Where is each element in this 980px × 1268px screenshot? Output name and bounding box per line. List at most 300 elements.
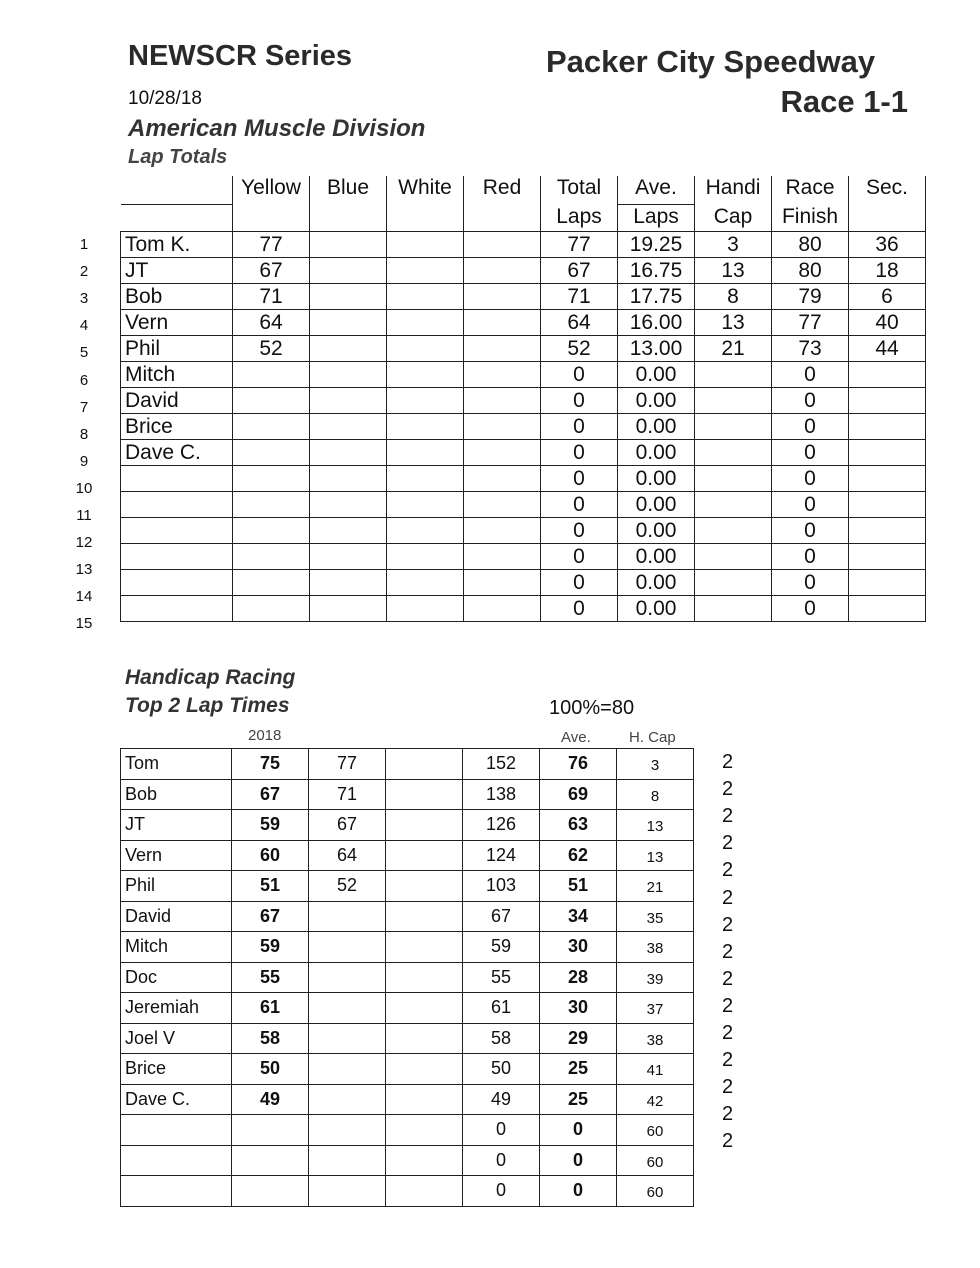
cell-best: 58 <box>232 1023 309 1054</box>
cell-ave: 0 <box>540 1115 617 1146</box>
cell-second: 64 <box>309 840 386 871</box>
cell-handicap <box>695 362 772 388</box>
cell-sec <box>849 544 926 570</box>
cell-yellow <box>233 466 310 492</box>
cell-ave: 0.00 <box>618 544 695 570</box>
row-number: 13 <box>75 561 93 579</box>
cell-total: 0 <box>541 362 618 388</box>
series-title: NEWSCR Series <box>128 40 353 72</box>
cell-total: 77 <box>541 232 618 258</box>
cell-hcap: 13 <box>617 840 694 871</box>
table-row <box>121 284 926 310</box>
header-total-laps-line2: Laps <box>541 205 618 232</box>
cell-second <box>309 1115 386 1146</box>
cell-total: 124 <box>463 840 540 871</box>
cell-ave: 29 <box>540 1023 617 1054</box>
cell-name <box>121 492 233 518</box>
lap-totals-table <box>120 176 926 622</box>
cell-hcap: 8 <box>617 779 694 810</box>
cell-total: 61 <box>463 993 540 1024</box>
cell-sec <box>849 518 926 544</box>
row-number: 2 <box>79 263 89 281</box>
header-race-finish: Race <box>772 176 849 205</box>
cell-red <box>464 258 541 284</box>
cell-yellow <box>233 388 310 414</box>
cell-name: JT <box>121 810 232 841</box>
cell-finish: 0 <box>772 414 849 440</box>
race-label: Race 1-1 <box>780 84 908 119</box>
percent-note: 100%=80 <box>549 697 635 719</box>
row-number: 4 <box>79 317 89 335</box>
header-ave-laps: Ave. <box>618 176 695 205</box>
count-value: 2 <box>722 940 734 963</box>
table-row <box>121 258 926 284</box>
cell-name <box>121 596 233 622</box>
cell-name: Phil <box>121 336 233 362</box>
cell-total: 67 <box>463 901 540 932</box>
cell-name: Jeremiah <box>121 993 232 1024</box>
table-row <box>121 336 926 362</box>
cell-total: 52 <box>541 336 618 362</box>
table-row <box>121 932 694 963</box>
cell-yellow <box>233 440 310 466</box>
cell-blank <box>386 810 463 841</box>
cell-finish: 0 <box>772 466 849 492</box>
cell-ave: 0.00 <box>618 362 695 388</box>
cell-ave: 13.00 <box>618 336 695 362</box>
cell-ave: 0 <box>540 1176 617 1207</box>
count-value: 2 <box>722 913 734 936</box>
cell-red <box>464 336 541 362</box>
header-sec-line2 <box>849 205 926 232</box>
cell-total: 0 <box>541 518 618 544</box>
header-white-line2 <box>387 205 464 232</box>
cell-ave: 16.00 <box>618 310 695 336</box>
row-number: 10 <box>75 479 93 497</box>
table-row <box>121 962 694 993</box>
cell-total: 0 <box>541 388 618 414</box>
header-handicap-line2: Cap <box>695 205 772 232</box>
cell-ave: 63 <box>540 810 617 841</box>
cell-sec <box>849 440 926 466</box>
table-row <box>121 232 926 258</box>
cell-hcap: 21 <box>617 871 694 902</box>
cell-ave: 76 <box>540 749 617 780</box>
cell-handicap: 13 <box>695 310 772 336</box>
cell-ave: 0.00 <box>618 570 695 596</box>
cell-yellow: 64 <box>233 310 310 336</box>
cell-name: Bob <box>121 284 233 310</box>
cell-white <box>387 544 464 570</box>
cell-total: 0 <box>463 1145 540 1176</box>
cell-best: 75 <box>232 749 309 780</box>
cell-white <box>387 336 464 362</box>
cell-second <box>309 993 386 1024</box>
header-sec: Sec. <box>849 176 926 205</box>
table-row <box>121 840 694 871</box>
cell-sec <box>849 388 926 414</box>
cell-second: 77 <box>309 749 386 780</box>
cell-name: Joel V <box>121 1023 232 1054</box>
cell-hcap: 60 <box>617 1115 694 1146</box>
header-blue: Blue <box>310 176 387 205</box>
cell-ave: 25 <box>540 1084 617 1115</box>
cell-yellow <box>233 596 310 622</box>
header-white: White <box>387 176 464 205</box>
cell-red <box>464 570 541 596</box>
cell-best <box>232 1145 309 1176</box>
table-row <box>121 362 926 388</box>
table-row <box>121 1084 694 1115</box>
cell-sec: 44 <box>849 336 926 362</box>
header-race-finish-line2: Finish <box>772 205 849 232</box>
cell-yellow <box>233 362 310 388</box>
cell-handicap <box>695 492 772 518</box>
cell-ave: 17.75 <box>618 284 695 310</box>
cell-finish: 0 <box>772 492 849 518</box>
row-number: 6 <box>79 371 89 389</box>
cell-yellow <box>233 570 310 596</box>
cell-hcap: 13 <box>617 810 694 841</box>
cell-red <box>464 492 541 518</box>
cell-red <box>464 596 541 622</box>
cell-yellow <box>233 492 310 518</box>
cell-white <box>387 362 464 388</box>
cell-finish: 0 <box>772 388 849 414</box>
cell-name <box>121 1115 232 1146</box>
cell-blank <box>386 779 463 810</box>
cell-second <box>309 962 386 993</box>
cell-red <box>464 440 541 466</box>
cell-blue <box>310 414 387 440</box>
cell-name <box>121 518 233 544</box>
cell-sec <box>849 362 926 388</box>
cell-best <box>232 1115 309 1146</box>
cell-hcap: 60 <box>617 1176 694 1207</box>
header-blank <box>121 205 233 232</box>
cell-second <box>309 901 386 932</box>
cell-finish: 0 <box>772 362 849 388</box>
cell-total: 0 <box>463 1176 540 1207</box>
cell-total: 103 <box>463 871 540 902</box>
cell-name: JT <box>121 258 233 284</box>
cell-blank <box>386 993 463 1024</box>
cell-white <box>387 284 464 310</box>
cell-yellow <box>233 414 310 440</box>
row-number: 12 <box>75 534 93 552</box>
cell-red <box>464 388 541 414</box>
cell-name: Dave C. <box>121 1084 232 1115</box>
cell-blue <box>310 388 387 414</box>
row-number: 14 <box>75 588 93 606</box>
cell-blue <box>310 544 387 570</box>
cell-handicap <box>695 518 772 544</box>
cell-total: 64 <box>541 310 618 336</box>
cell-ave: 30 <box>540 993 617 1024</box>
cell-hcap: 3 <box>617 749 694 780</box>
table-row <box>121 570 926 596</box>
cell-name: Tom K. <box>121 232 233 258</box>
cell-handicap: 21 <box>695 336 772 362</box>
cell-handicap: 8 <box>695 284 772 310</box>
cell-second <box>309 1023 386 1054</box>
cell-blank <box>386 962 463 993</box>
cell-blank <box>386 1054 463 1085</box>
cell-best: 49 <box>232 1084 309 1115</box>
header-ave-laps-line2: Laps <box>618 205 695 232</box>
hcap-column-label: H. Cap <box>629 729 676 746</box>
table-row <box>121 1145 694 1176</box>
table-row <box>121 779 694 810</box>
cell-name: Brice <box>121 1054 232 1085</box>
ave-column-label: Ave. <box>561 729 591 746</box>
cell-sec: 36 <box>849 232 926 258</box>
row-number: 1 <box>79 236 89 253</box>
cell-total: 0 <box>541 596 618 622</box>
cell-finish: 0 <box>772 570 849 596</box>
cell-name: David <box>121 901 232 932</box>
cell-blank <box>386 932 463 963</box>
cell-finish: 77 <box>772 310 849 336</box>
cell-total: 0 <box>463 1115 540 1146</box>
cell-total: 67 <box>541 258 618 284</box>
cell-yellow <box>233 544 310 570</box>
cell-second <box>309 1145 386 1176</box>
cell-total: 0 <box>541 570 618 596</box>
cell-white <box>387 310 464 336</box>
table-row <box>121 440 926 466</box>
top-lap-times-subtitle: Top 2 Lap Times <box>125 694 290 717</box>
cell-second: 67 <box>309 810 386 841</box>
cell-ave: 62 <box>540 840 617 871</box>
cell-blank <box>386 1084 463 1115</box>
cell-best: 55 <box>232 962 309 993</box>
cell-finish: 80 <box>772 258 849 284</box>
table-row <box>121 414 926 440</box>
cell-blue <box>310 336 387 362</box>
division-title: American Muscle Division <box>128 115 426 142</box>
cell-ave: 0.00 <box>618 440 695 466</box>
cell-blue <box>310 362 387 388</box>
row-number: 7 <box>79 398 89 416</box>
cell-handicap <box>695 570 772 596</box>
cell-blank <box>386 1176 463 1207</box>
cell-name: Mitch <box>121 362 233 388</box>
cell-white <box>387 492 464 518</box>
cell-second <box>309 932 386 963</box>
header-blank <box>121 176 233 205</box>
cell-ave: 0.00 <box>618 388 695 414</box>
count-value: 2 <box>722 778 734 801</box>
cell-second <box>309 1054 386 1085</box>
cell-yellow: 77 <box>233 232 310 258</box>
cell-total: 0 <box>541 544 618 570</box>
cell-name <box>121 1145 232 1176</box>
cell-blue <box>310 284 387 310</box>
cell-sec: 6 <box>849 284 926 310</box>
table-row <box>121 1054 694 1085</box>
count-value: 2 <box>722 1103 734 1126</box>
cell-blank <box>386 1115 463 1146</box>
table-row <box>121 901 694 932</box>
cell-handicap <box>695 544 772 570</box>
table-row <box>121 518 926 544</box>
cell-red <box>464 310 541 336</box>
table-row <box>121 596 926 622</box>
count-value: 2 <box>722 1076 734 1099</box>
speedway-title: Packer City Speedway <box>546 44 876 79</box>
cell-name <box>121 1176 232 1207</box>
cell-ave: 69 <box>540 779 617 810</box>
cell-yellow: 67 <box>233 258 310 284</box>
cell-sec <box>849 414 926 440</box>
race-date: 10/28/18 <box>128 88 202 109</box>
cell-white <box>387 388 464 414</box>
count-value: 2 <box>722 1130 734 1153</box>
cell-best: 60 <box>232 840 309 871</box>
cell-finish: 0 <box>772 544 849 570</box>
cell-total: 58 <box>463 1023 540 1054</box>
cell-blue <box>310 466 387 492</box>
cell-name: Vern <box>121 840 232 871</box>
cell-handicap <box>695 596 772 622</box>
table-row <box>121 388 926 414</box>
cell-best: 51 <box>232 871 309 902</box>
cell-white <box>387 414 464 440</box>
cell-white <box>387 570 464 596</box>
cell-blank <box>386 840 463 871</box>
cell-name <box>121 570 233 596</box>
row-number: 15 <box>75 615 93 633</box>
cell-hcap: 39 <box>617 962 694 993</box>
cell-total: 0 <box>541 492 618 518</box>
cell-blank <box>386 1145 463 1176</box>
count-value: 2 <box>722 967 734 990</box>
cell-best: 50 <box>232 1054 309 1085</box>
table-row <box>121 871 694 902</box>
cell-blank <box>386 901 463 932</box>
count-value: 2 <box>722 994 734 1017</box>
count-value: 2 <box>722 832 734 855</box>
cell-red <box>464 414 541 440</box>
cell-hcap: 37 <box>617 993 694 1024</box>
cell-sec: 40 <box>849 310 926 336</box>
cell-handicap <box>695 414 772 440</box>
row-number: 3 <box>79 290 89 308</box>
row-number: 11 <box>76 507 92 524</box>
cell-yellow <box>233 518 310 544</box>
cell-red <box>464 362 541 388</box>
cell-total: 71 <box>541 284 618 310</box>
cell-total: 50 <box>463 1054 540 1085</box>
cell-ave: 0.00 <box>618 492 695 518</box>
cell-white <box>387 258 464 284</box>
cell-handicap <box>695 440 772 466</box>
cell-white <box>387 518 464 544</box>
cell-finish: 80 <box>772 232 849 258</box>
cell-hcap: 38 <box>617 1023 694 1054</box>
cell-name: Mitch <box>121 932 232 963</box>
cell-blue <box>310 440 387 466</box>
cell-ave: 0.00 <box>618 596 695 622</box>
cell-finish: 73 <box>772 336 849 362</box>
cell-ave: 19.25 <box>618 232 695 258</box>
cell-name <box>121 466 233 492</box>
cell-white <box>387 466 464 492</box>
cell-blue <box>310 258 387 284</box>
cell-best: 59 <box>232 810 309 841</box>
cell-finish: 79 <box>772 284 849 310</box>
cell-handicap: 3 <box>695 232 772 258</box>
header-total-laps: Total <box>541 176 618 205</box>
cell-best: 59 <box>232 932 309 963</box>
cell-total: 49 <box>463 1084 540 1115</box>
cell-ave: 51 <box>540 871 617 902</box>
count-value: 2 <box>722 886 734 909</box>
count-value: 2 <box>722 1049 734 1072</box>
handicap-table <box>120 748 694 1207</box>
table-row <box>121 544 926 570</box>
cell-hcap: 41 <box>617 1054 694 1085</box>
cell-total: 0 <box>541 414 618 440</box>
cell-finish: 0 <box>772 440 849 466</box>
cell-yellow: 52 <box>233 336 310 362</box>
cell-sec <box>849 466 926 492</box>
lap-totals-label: Lap Totals <box>128 146 228 168</box>
header-red-line2 <box>464 205 541 232</box>
count-value: 2 <box>722 1022 734 1044</box>
count-value: 2 <box>722 751 734 773</box>
table-row <box>121 810 694 841</box>
cell-hcap: 60 <box>617 1145 694 1176</box>
cell-blue <box>310 570 387 596</box>
cell-finish: 0 <box>772 518 849 544</box>
cell-second <box>309 1084 386 1115</box>
cell-ave: 34 <box>540 901 617 932</box>
count-value: 2 <box>722 859 734 882</box>
cell-blue <box>310 596 387 622</box>
cell-red <box>464 232 541 258</box>
cell-white <box>387 232 464 258</box>
cell-hcap: 38 <box>617 932 694 963</box>
cell-total: 152 <box>463 749 540 780</box>
cell-total: 0 <box>541 466 618 492</box>
row-number: 5 <box>79 344 89 362</box>
cell-sec <box>849 570 926 596</box>
cell-blue <box>310 232 387 258</box>
header-handicap: Handi <box>695 176 772 205</box>
cell-best <box>232 1176 309 1207</box>
table-row <box>121 1023 694 1054</box>
cell-sec <box>849 596 926 622</box>
cell-name: Phil <box>121 871 232 902</box>
cell-ave: 0 <box>540 1145 617 1176</box>
cell-name: David <box>121 388 233 414</box>
count-value: 2 <box>722 805 734 828</box>
cell-ave: 28 <box>540 962 617 993</box>
table-row <box>121 993 694 1024</box>
year-column-label: 2018 <box>248 727 282 744</box>
cell-yellow: 71 <box>233 284 310 310</box>
cell-blue <box>310 518 387 544</box>
cell-sec: 18 <box>849 258 926 284</box>
cell-blank <box>386 871 463 902</box>
cell-red <box>464 544 541 570</box>
cell-handicap <box>695 466 772 492</box>
cell-blue <box>310 492 387 518</box>
cell-second: 71 <box>309 779 386 810</box>
cell-best: 67 <box>232 901 309 932</box>
